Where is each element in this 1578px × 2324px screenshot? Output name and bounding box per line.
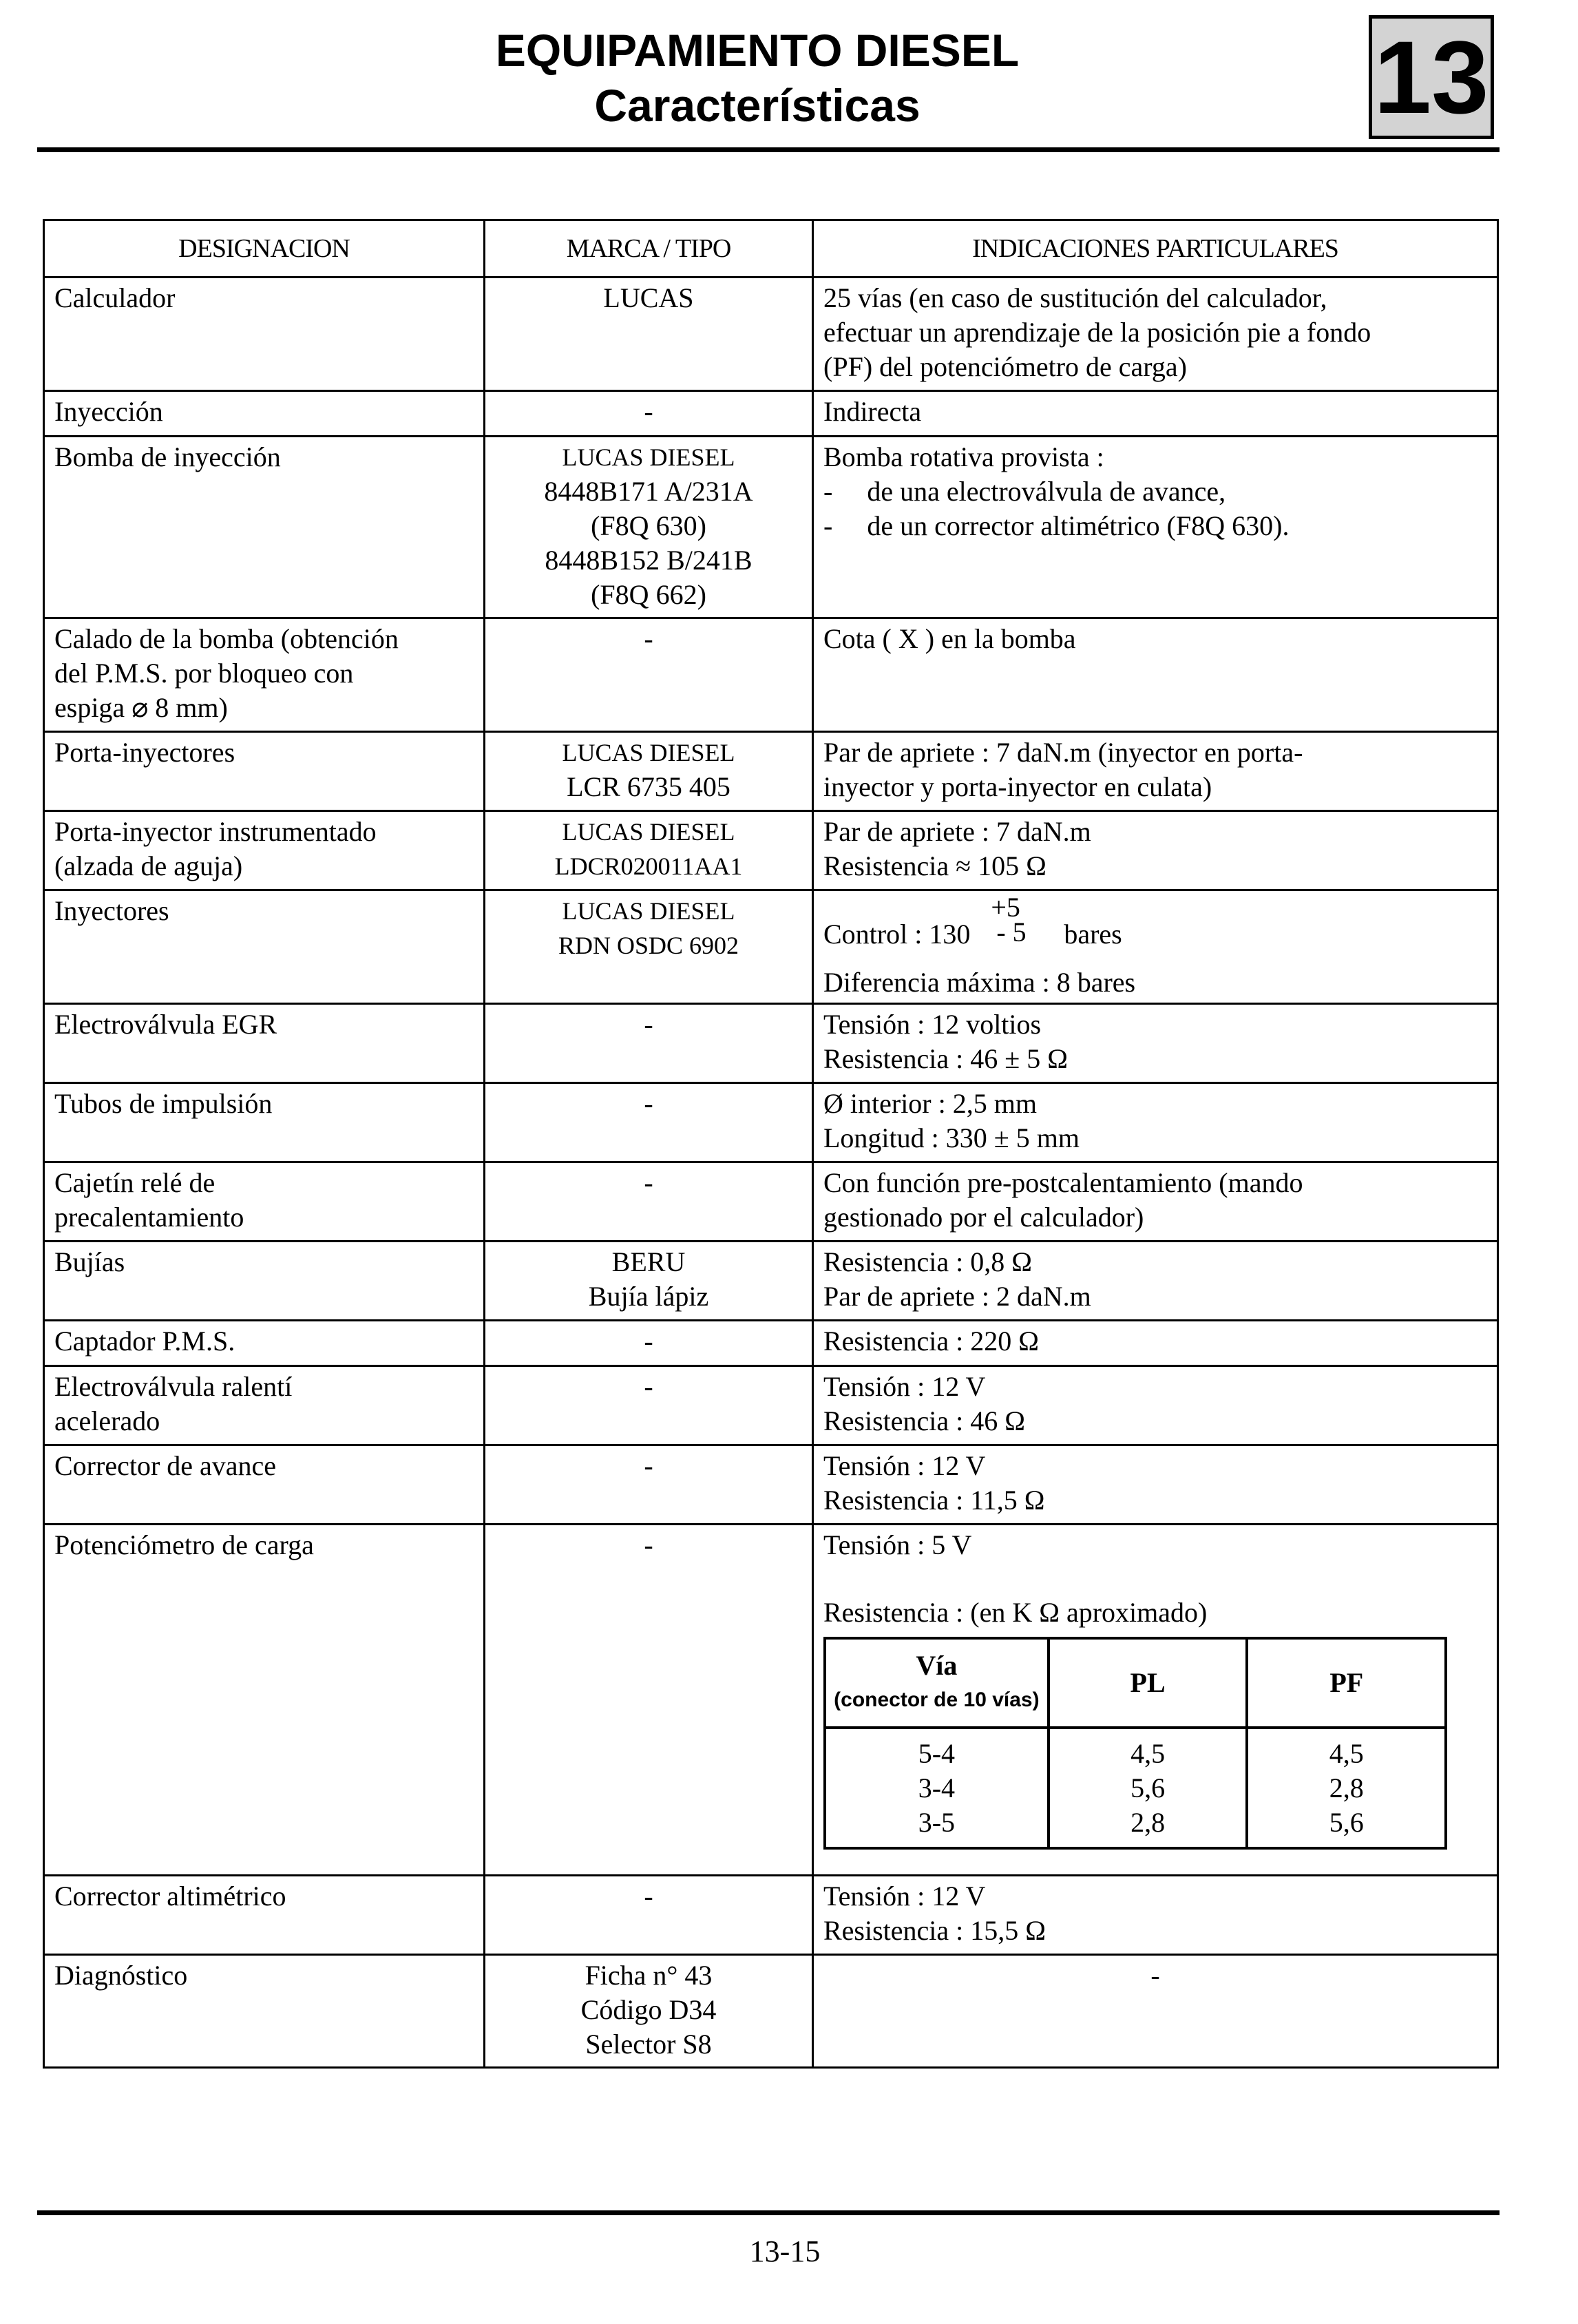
table-row: [44, 811, 1498, 890]
designacion-cell: Bomba de inyección: [44, 437, 485, 618]
table-row: [44, 437, 1498, 618]
footer-rule: [37, 2210, 1500, 2215]
header-designacion: DESIGNACION: [44, 220, 485, 278]
tolerance: +5 - 5: [991, 892, 1027, 948]
marca-cell: -: [485, 1162, 813, 1242]
table-row: [44, 618, 1498, 732]
table-header-row: [44, 220, 1498, 278]
designacion-cell: Diagnóstico: [44, 1955, 485, 2068]
page-number: 13-15: [749, 2234, 821, 2268]
indicaciones-cell: Tensión : 5 V Resistencia : (en K Ω aproximado) Vía (conector de 10 vías) PL PF 5-4 3-4 3-5 4,5 5,6 2,8 4,5 2,8 5,6: [813, 1525, 1498, 1876]
indicaciones-cell: Tensión : 12 V Resistencia : 15,5 Ω: [813, 1876, 1498, 1955]
subtable-vias: 5-4 3-4 3-5: [825, 1728, 1049, 1848]
indicaciones-cell: [813, 278, 1498, 391]
indicaciones-cell: Tensión : 12 V Resistencia : 11,5 Ω: [813, 1445, 1498, 1525]
marca-cell: -: [485, 1321, 813, 1366]
marca-cell: LUCAS DIESEL 8448B171 A/231A (F8Q 630) 8448B152 B/241B (F8Q 662): [485, 437, 813, 618]
marca-cell: -: [485, 618, 813, 732]
table-row: [44, 1955, 1498, 2068]
indicaciones-cell: Indirecta: [813, 391, 1498, 437]
header-indicaciones: INDICACIONES PARTICULARES: [813, 220, 1498, 278]
table-row: [44, 1321, 1498, 1366]
indicaciones-cell: Par de apriete : 7 daN.m Resistencia ≈ 105 Ω: [813, 811, 1498, 890]
designacion-cell: Corrector altimétrico: [44, 1876, 485, 1955]
designacion-cell: Calculador: [44, 278, 485, 391]
table-row: [44, 1162, 1498, 1242]
header-rule: [37, 147, 1500, 152]
page-title: EQUIPAMIENTO DIESEL: [495, 25, 1020, 76]
marca-cell: -: [485, 391, 813, 437]
indicaciones-cell: Cota ( X ) en la bomba: [813, 618, 1498, 732]
designacion-cell: Electroválvula EGR: [44, 1004, 485, 1083]
designacion-cell: Cajetín relé de precalentamiento: [44, 1162, 485, 1242]
resistance-subtable: [823, 1637, 1447, 1850]
indicaciones-cell: Tensión : 12 V Resistencia : 46 Ω: [813, 1366, 1498, 1445]
table-row: [44, 890, 1498, 1004]
marca-cell: Ficha n° 43 Código D34 Selector S8: [485, 1955, 813, 2068]
marca-cell: LUCAS DIESEL LCR 6735 405: [485, 732, 813, 811]
designacion-cell: Porta-inyectores: [44, 732, 485, 811]
table-row: [44, 1876, 1498, 1955]
indicaciones-cell: Par de apriete : 7 daN.m (inyector en porta- inyector y porta-inyector en culata): [813, 732, 1498, 811]
subtable-pf-values: 4,5 2,8 5,6: [1247, 1728, 1446, 1848]
designacion-cell: Tubos de impulsión: [44, 1083, 485, 1162]
marca-cell: LUCAS: [485, 278, 813, 391]
subtable-pl-values: 4,5 5,6 2,8: [1049, 1728, 1248, 1848]
designacion-cell: Calado de la bomba (obtención del P.M.S. por bloqueo con espiga ⌀ 8 mm): [44, 618, 485, 732]
indicaciones-cell: Resistencia : 220 Ω: [813, 1321, 1498, 1366]
indicaciones-cell: Bomba rotativa provista : - de una electroválvula de avance, - de un corrector altimétrico (F8Q 630).: [813, 437, 1498, 618]
indicaciones-cell: Control : 130 +5 - 5 bares Diferencia máxima : 8 bares: [813, 890, 1498, 1004]
chapter-number-badge: 13: [1369, 15, 1494, 139]
indicaciones-cell: Con función pre-postcalentamiento (mando gestionado por el calculador): [813, 1162, 1498, 1242]
indicaciones-cell: Ø interior : 2,5 mm Longitud : 330 ± 5 mm: [813, 1083, 1498, 1162]
marca-cell: -: [485, 1525, 813, 1876]
marca-cell: -: [485, 1366, 813, 1445]
indicaciones-cell: Tensión : 12 voltios Resistencia : 46 ± 5 Ω: [813, 1004, 1498, 1083]
subtable-header-pl: PL: [1049, 1638, 1248, 1728]
designacion-cell: Porta-inyector instrumentado (alzada de aguja): [44, 811, 485, 890]
indicaciones-cell: Resistencia : 0,8 Ω Par de apriete : 2 daN.m: [813, 1242, 1498, 1321]
subtable-header-via: Vía (conector de 10 vías): [825, 1638, 1049, 1728]
marca-cell: LUCAS DIESEL RDN OSDC 6902: [485, 890, 813, 1004]
header-marca-tipo: MARCA / TIPO: [485, 220, 813, 278]
designacion-cell: Corrector de avance: [44, 1445, 485, 1525]
table-row: [44, 732, 1498, 811]
table-row: [44, 1242, 1498, 1321]
designacion-cell: Inyectores: [44, 890, 485, 1004]
page-subtitle: Características: [594, 80, 920, 131]
table-row: [44, 1445, 1498, 1525]
indicacion-line: (PF) del potenciómetro de carga): [823, 351, 1187, 382]
indicacion-line: 25 vías (en caso de sustitución del calculador,: [823, 282, 1327, 313]
table-row: [44, 1366, 1498, 1445]
designacion-cell: Bujías: [44, 1242, 485, 1321]
indicacion-line: efectuar un aprendizaje de la posición pie a fondo: [823, 317, 1371, 348]
table-row: [44, 278, 1498, 391]
control-pressure: Control : 130 +5 - 5 bares: [823, 892, 1122, 950]
subtable-header-pf: PF: [1247, 1638, 1446, 1728]
marca-cell: -: [485, 1445, 813, 1525]
indicaciones-cell: -: [813, 1955, 1498, 2068]
marca-cell: -: [485, 1083, 813, 1162]
designacion-cell: Captador P.M.S.: [44, 1321, 485, 1366]
specifications-table: [43, 219, 1499, 2069]
marca-cell: LUCAS DIESEL LDCR020011AA1: [485, 811, 813, 890]
table-row: [44, 1004, 1498, 1083]
table-row: [44, 391, 1498, 437]
table-row: [44, 1525, 1498, 1876]
marca-cell: BERU Bujía lápiz: [485, 1242, 813, 1321]
designacion-cell: Inyección: [44, 391, 485, 437]
designacion-cell: Electroválvula ralentí acelerado: [44, 1366, 485, 1445]
table-row: [44, 1083, 1498, 1162]
marca-cell: -: [485, 1004, 813, 1083]
marca-cell: -: [485, 1876, 813, 1955]
designacion-cell: Potenciómetro de carga: [44, 1525, 485, 1876]
